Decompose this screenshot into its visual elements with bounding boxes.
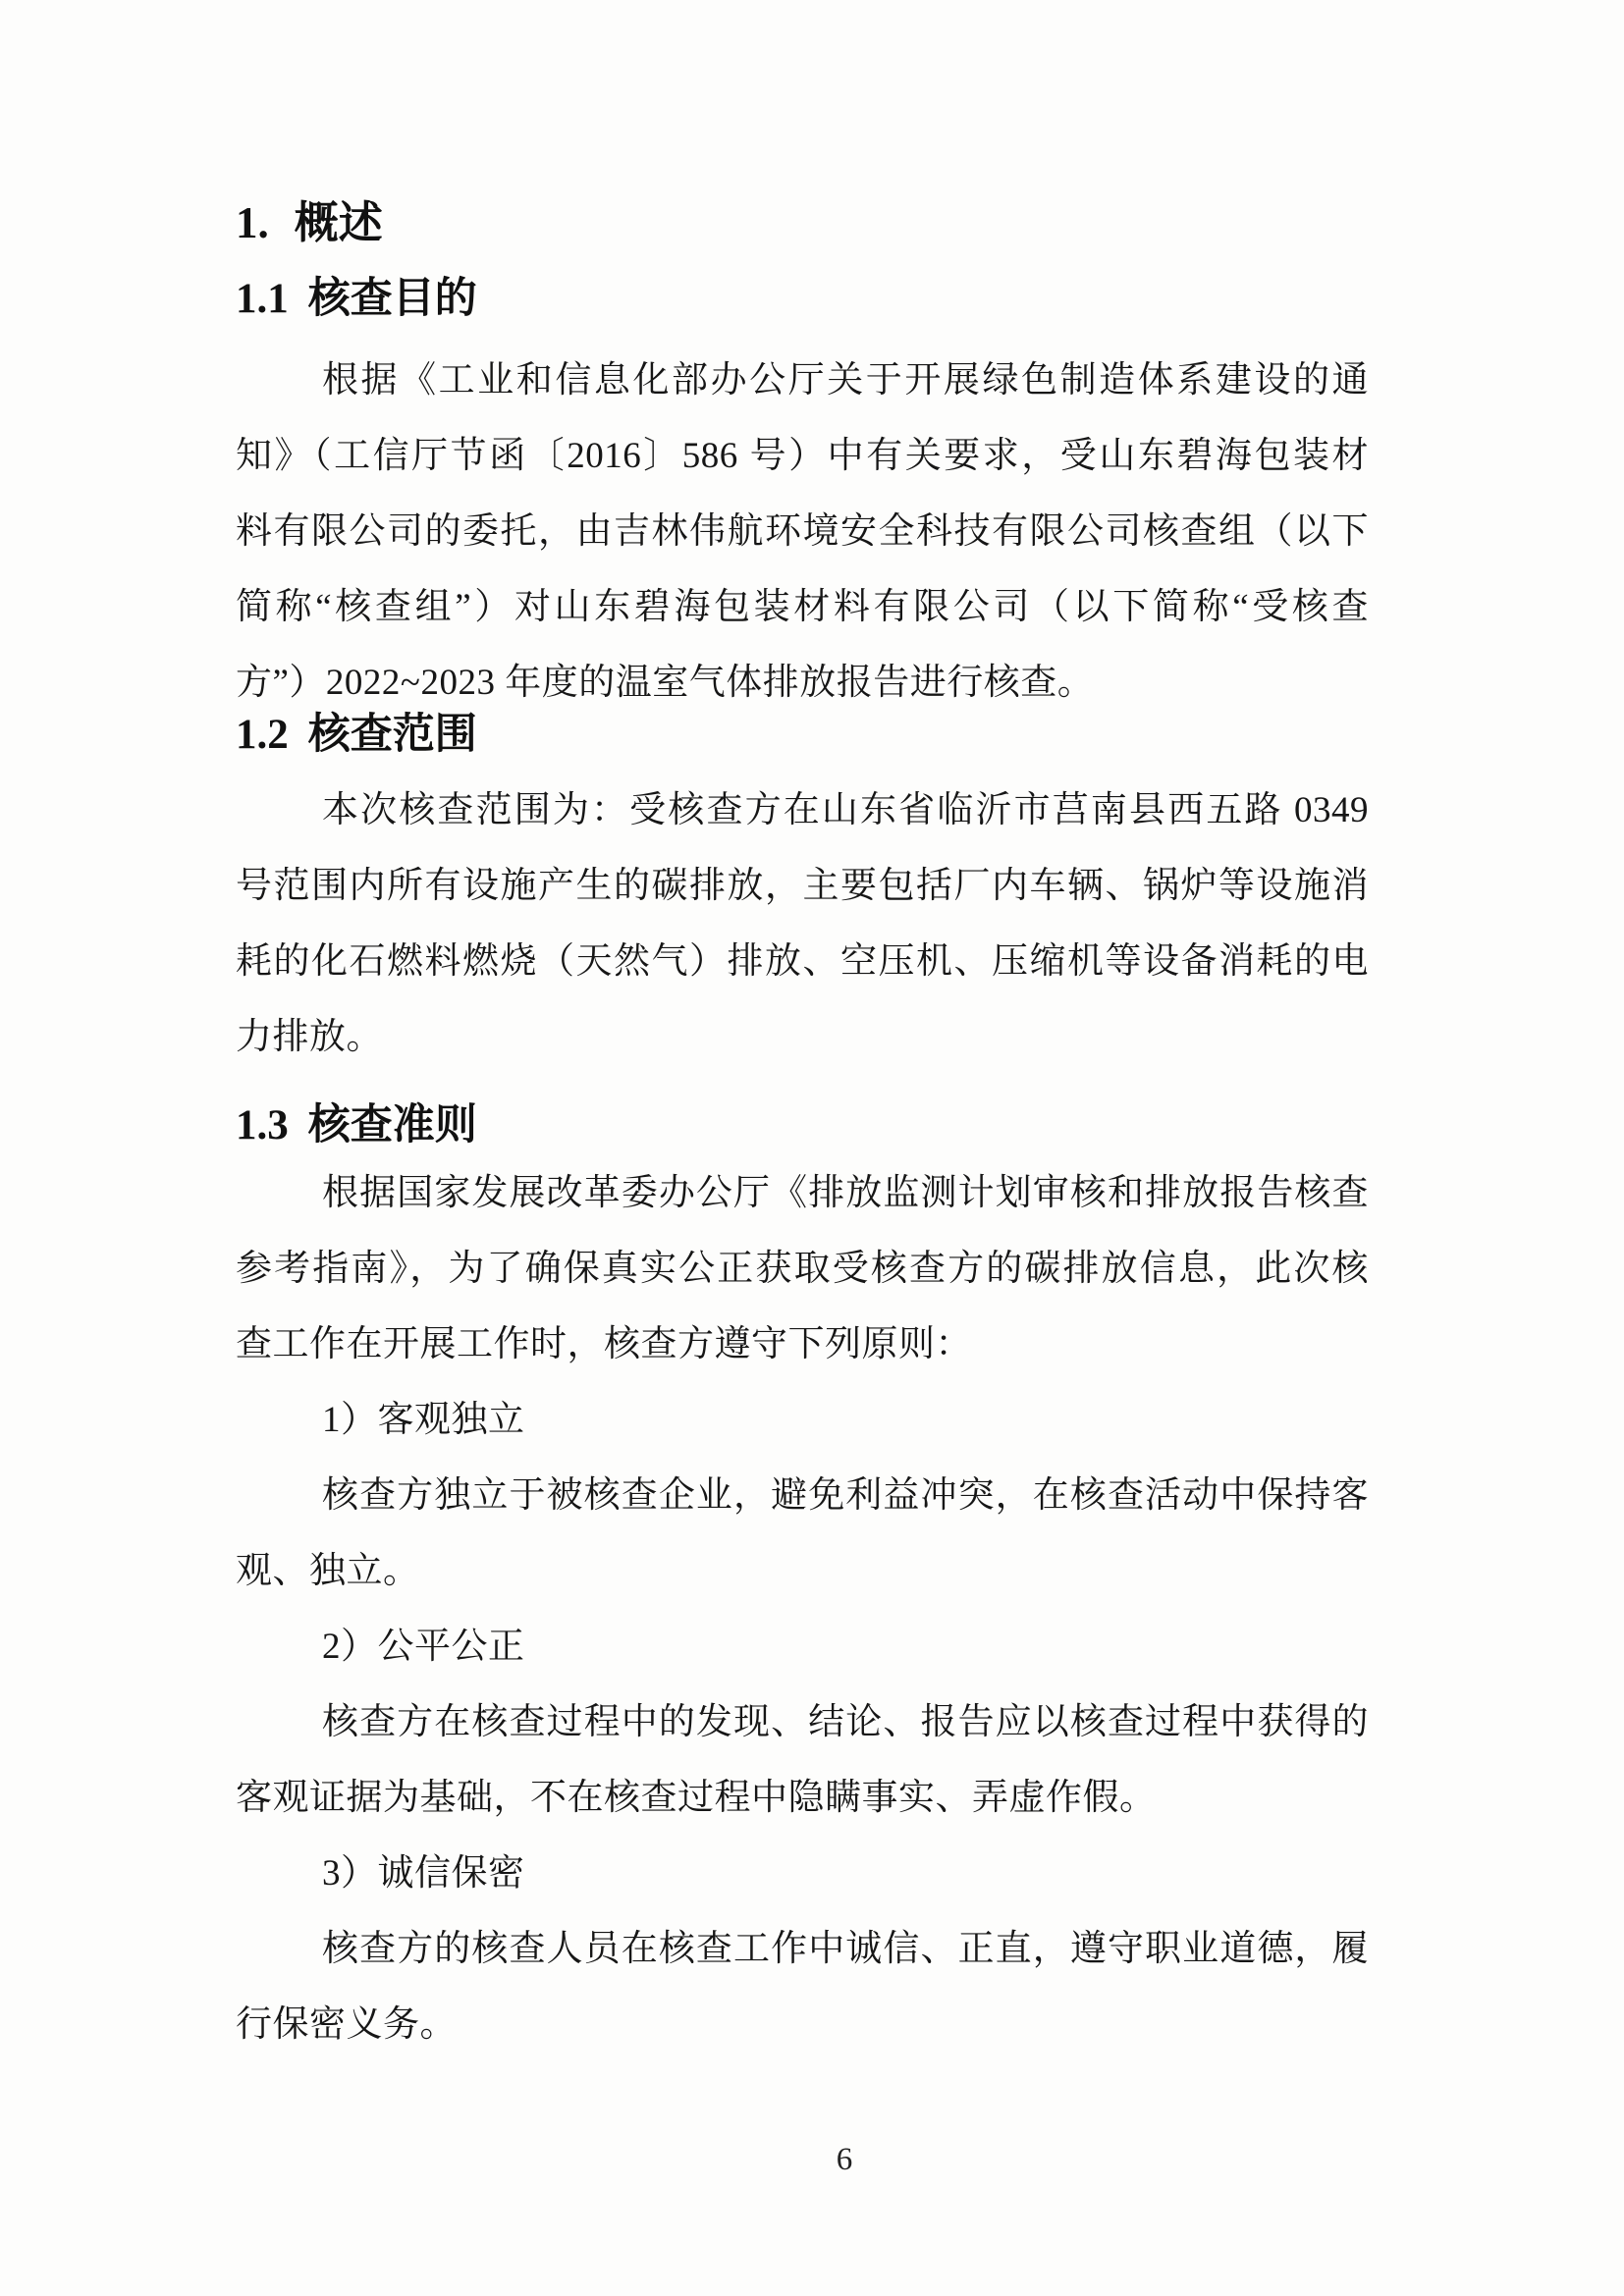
heading-verification-purpose [236, 271, 1369, 328]
heading-verification-principles [236, 1097, 1369, 1154]
heading-overview-number: 1. [236, 198, 269, 247]
text-line: 核查方的核查人员在核查工作中诚信、正直，遵守职业道德，履 [322, 1929, 1369, 1969]
text-line: 号范围内所有设施产生的碳排放，主要包括厂内车辆、锅炉等设施消 [236, 866, 1369, 906]
text-line: 根据《工业和信息化部办公厅关于开展绿色制造体系建设的通 [322, 360, 1369, 400]
heading-1-1-text: 核查目的 [307, 276, 477, 322]
text-line: 知》（工信厅节函〔2016〕586 号）中有关要求，受山东碧海包装材 [236, 436, 1369, 476]
text-line: 核查方独立于被核查企业，避免利益冲突，在核查活动中保持客 [322, 1475, 1369, 1516]
page-number: 6 [836, 2142, 853, 2177]
heading-1-1-number: 1.1 [236, 276, 289, 322]
text-line: 查工作在开展工作时，核查方遵守下列原则： [236, 1324, 972, 1364]
heading-1-2-text: 核查范围 [307, 712, 477, 758]
text-line: 观、独立。 [236, 1551, 420, 1591]
text-line: 行保密义务。 [236, 2004, 457, 2045]
text-line: 耗的化石燃料燃烧（天然气）排放、空压机、压缩机等设备消耗的电 [236, 941, 1369, 982]
heading-overview-text: 概述 [294, 198, 383, 247]
text-line: 本次核查范围为：受核查方在山东省临沂市莒南县西五路 0349 [322, 790, 1369, 830]
heading-overview [236, 194, 1369, 251]
principle-title: 2）公平公正 [322, 1627, 525, 1667]
text-line: 核查方在核查过程中的发现、结论、报告应以核查过程中获得的 [322, 1702, 1369, 1742]
text-line: 客观证据为基础，不在核查过程中隐瞒事实、弄虚作假。 [236, 1778, 1157, 1818]
text-line: 力排放。 [236, 1017, 383, 1057]
text-line: 料有限公司的委托，由吉林伟航环境安全科技有限公司核查组（以下 [236, 511, 1369, 552]
heading-1-3-number: 1.3 [236, 1102, 289, 1148]
principle-title: 3）诚信保密 [322, 1853, 525, 1894]
heading-1-2-number: 1.2 [236, 712, 289, 758]
heading-1-3-text: 核查准则 [307, 1102, 477, 1148]
text-line: 根据国家发展改革委办公厅《排放监测计划审核和排放报告核查 [322, 1173, 1369, 1213]
text-line: 简称“核查组”）对山东碧海包装材料有限公司（以下简称“受核查 [236, 587, 1369, 627]
principle-title: 1）客观独立 [322, 1400, 525, 1440]
heading-verification-scope [236, 707, 1369, 764]
text-line: 方”）2022~2023 年度的温室气体排放报告进行核查。 [236, 663, 1095, 703]
text-line: 参考指南》，为了确保真实公正获取受核查方的碳排放信息，此次核 [236, 1249, 1369, 1289]
